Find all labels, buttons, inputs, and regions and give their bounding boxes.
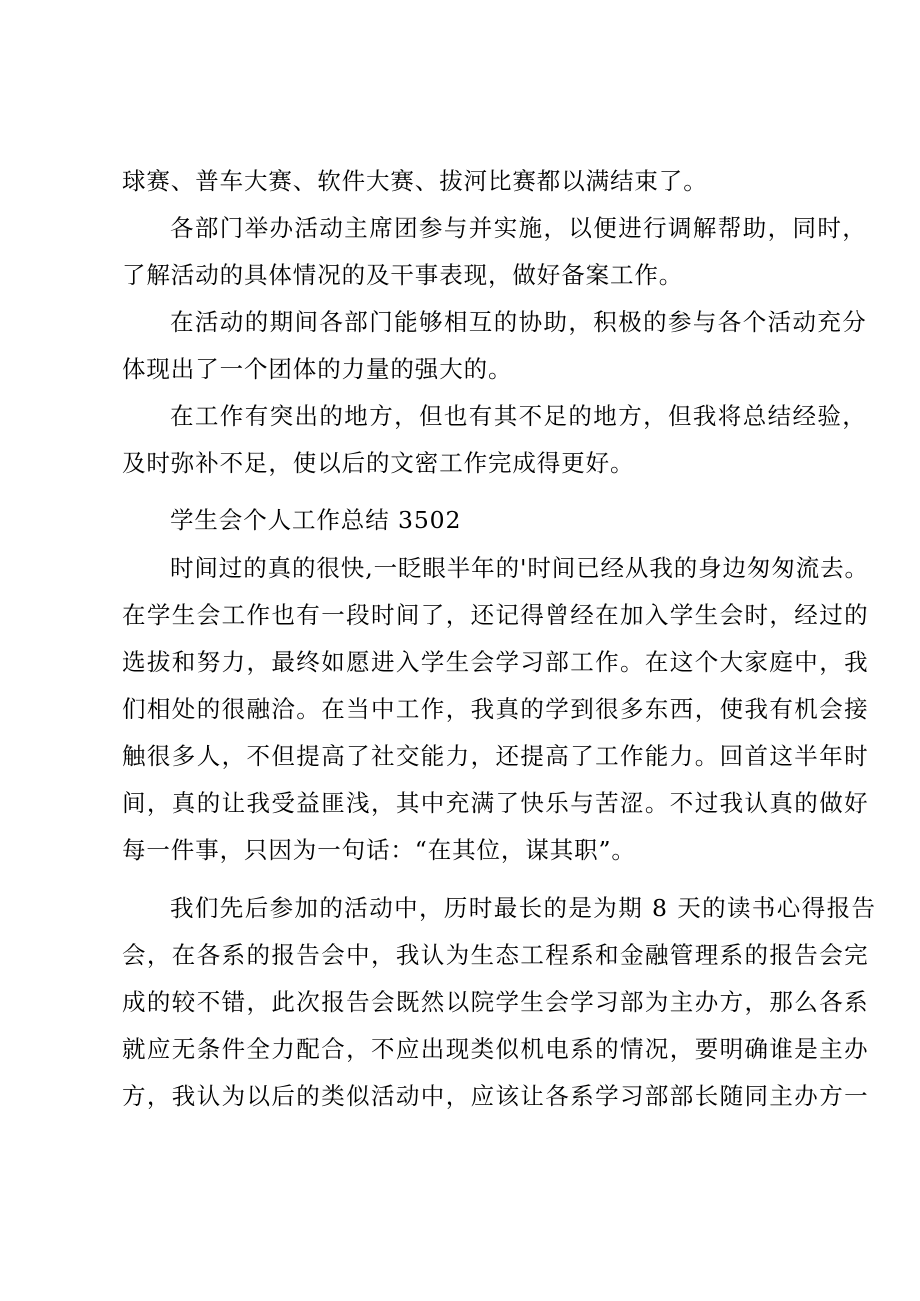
text-line: 及时弥补不足，使以后的文密工作完成得更好。	[122, 449, 635, 477]
paragraph-line	[0, 252, 920, 298]
text-line: 了解活动的具体情况的及干事表现，做好备案工作。	[122, 261, 684, 289]
paragraph-line	[0, 733, 920, 779]
text-line: 触很多人，不但提高了社交能力，还提高了工作能力。回首这半年时	[122, 742, 869, 770]
paragraph-line	[0, 592, 920, 638]
text-line: 各部门举办活动主席团参与并实施，以便进行调解帮助，同时，	[170, 214, 868, 242]
paragraph-first-line	[0, 299, 920, 345]
paragraph-line	[0, 780, 920, 826]
heading-text: 学生会个人工作总结 3502	[170, 506, 462, 534]
paragraph-line	[0, 827, 920, 873]
paragraph-first-line	[0, 205, 920, 251]
text-line: 时间过的真的很快,一眨眼半年的'时间已经从我的身边匆匆流去。	[170, 554, 869, 582]
text-line: 就应无条件全力配合，不应出现类似机电系的情况，要明确谁是主办	[122, 1035, 869, 1063]
text-line: 体现出了一个团体的力量的强大的。	[122, 355, 513, 383]
paragraph-first-line	[0, 545, 920, 591]
paragraph-line	[0, 932, 920, 978]
text-line: 在学生会工作也有一段时间了，还记得曾经在加入学生会时，经过的	[122, 601, 869, 629]
paragraph-line	[0, 346, 920, 392]
paragraph-line	[0, 686, 920, 732]
text-line: 间，真的让我受益匪浅，其中充满了快乐与苦涩。不过我认真的做好	[122, 789, 869, 817]
text-line: 在工作有突出的地方，但也有其不足的地方，但我将总结经验，	[170, 402, 868, 430]
paragraph-line	[0, 1026, 920, 1072]
text-line: 球赛、普车大赛、软件大赛、拔河比赛都以满结束了。	[122, 167, 708, 195]
text-line: 每一件事，只因为一句话：“在其位，谋其职”。	[122, 836, 636, 864]
section-heading	[0, 497, 920, 543]
text-line: 成的较不错，此次报告会既然以院学生会学习部为主办方，那么各系	[122, 988, 869, 1016]
text-line: 方，我认为以后的类似活动中，应该让各系学习部部长随同主办方一	[122, 1082, 869, 1110]
text-line: 会，在各系的报告会中，我认为生态工程系和金融管理系的报告会完	[122, 941, 869, 969]
paragraph-first-line	[0, 885, 920, 931]
paragraph-continuation	[0, 158, 920, 204]
paragraph-line	[0, 1073, 920, 1119]
paragraph-line	[0, 979, 920, 1025]
text-line: 选拔和努力，最终如愿进入学生会学习部工作。在这个大家庭中，我	[122, 648, 869, 676]
paragraph-line	[0, 440, 920, 486]
paragraph-first-line	[0, 393, 920, 439]
text-line: 我们先后参加的活动中，历时最长的是为期 8 天的读书心得报告	[170, 894, 877, 922]
paragraph-line	[0, 639, 920, 685]
text-line: 们相处的很融洽。在当中工作，我真的学到很多东西，使我有机会接	[122, 695, 869, 723]
text-line: 在活动的期间各部门能够相互的协助，积极的参与各个活动充分	[170, 308, 868, 336]
